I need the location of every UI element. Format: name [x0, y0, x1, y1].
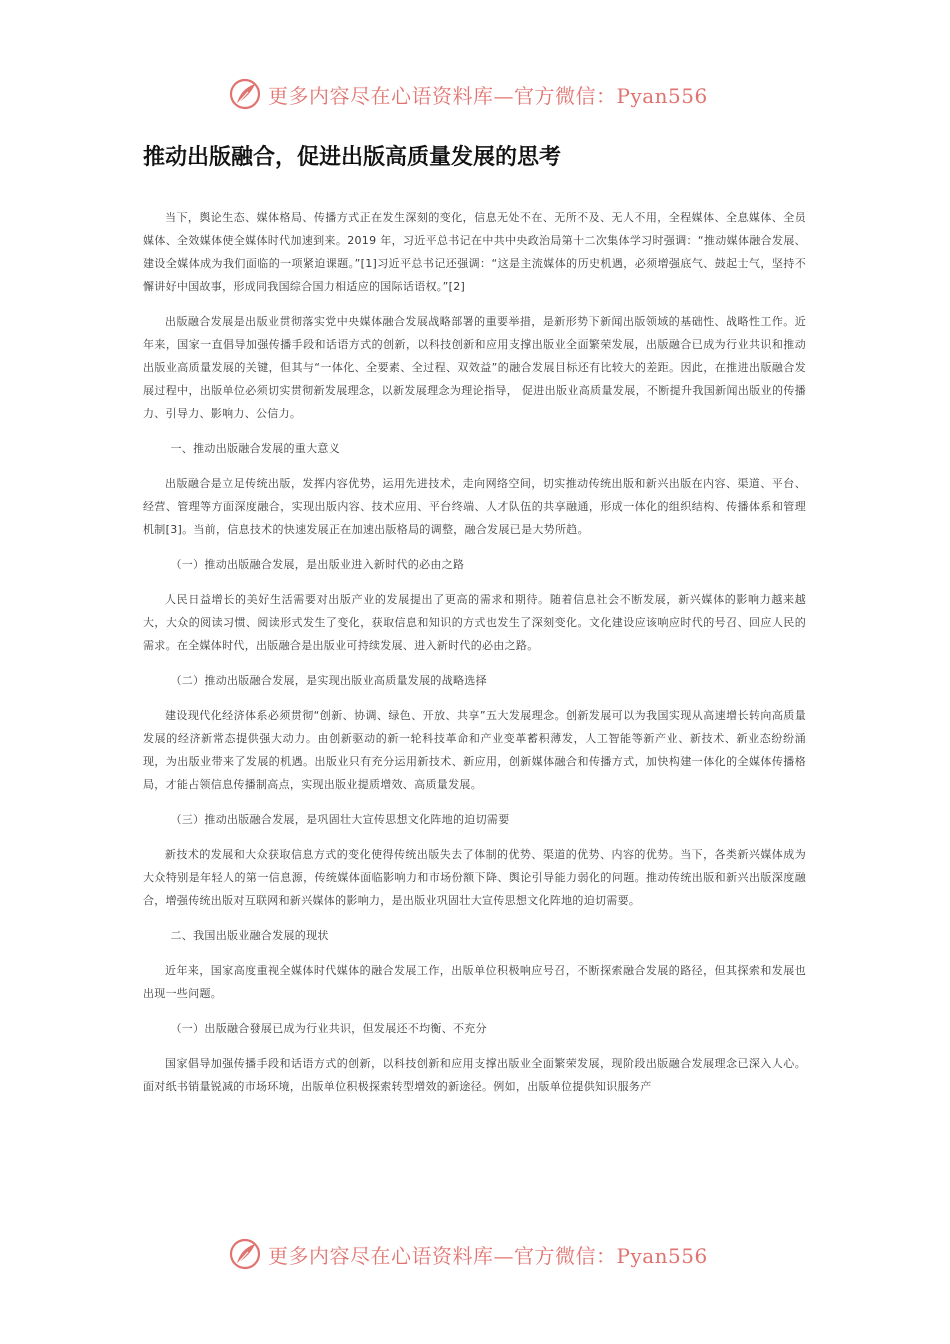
feather-logo-icon: [228, 1237, 262, 1271]
section-heading: 二、我国出版业融合发展的现状: [170, 929, 329, 942]
section-heading: （一）推动出版融合发展，是出版业进入新时代的必由之路: [170, 558, 465, 571]
paragraph: 出版融合是立足传统出版，发挥内容优势，运用先进技术，走向网络空间，切实推动传统出版和新兴出版在内容、渠道、平台、经营、管理等方面深度融合，实现出版内容、技术应用、平台终端、人才队伍的共享融通，形成一体化的组织结构、传播体系和管理机制[3]。当前，信息技术的快速发展正在加速出版格局的调整，融合发展已是大势所趋。: [143, 477, 806, 536]
paragraph: 当下，舆论生态、媒体格局、传播方式正在发生深刻的变化，信息无处不在、无所不及、无人不用，全程媒体、全息媒体、全员媒体、全效媒体使全媒体时代加速到来。2019 年，习近平总书记在中共中央政治局第十二次集体学习时强调：“推动媒体融合发展、建设全媒体成为我们面临的一项紧迫课题。”[1]习近平总书记还强调：“这是主流媒体的历史机遇，必须增强底气、鼓起士气，坚持不懈讲好中国故事，形成同我国综合国力相适应的国际话语权。”[2]: [143, 211, 806, 293]
section-heading: （二）推动出版融合发展，是实现出版业高质量发展的战略选择: [170, 674, 487, 687]
paragraph: 国家倡导加强传播手段和话语方式的创新，以科技创新和应用支撑出版业全面繁荣发展，现阶段出版融合发展理念已深入人心。面对纸书销量锐减的市场环境，出版单位积极探索转型增效的新途径。例如，出版单位提供知识服务产: [143, 1057, 806, 1093]
header-banner: [228, 76, 728, 112]
section-heading: （三）推动出版融合发展，是巩固壮大宣传思想文化阵地的迫切需要: [170, 813, 510, 826]
article-body: [143, 206, 806, 1110]
article-title: 推动出版融合，促进出版高质量发展的思考: [143, 145, 562, 170]
section-heading: 一、推动出版融合发展的重大意义: [170, 442, 340, 455]
paragraph: 出版融合发展是出版业贯彻落实党中央媒体融合发展战略部署的重要举措，是新形势下新闻出版领域的基础性、战略性工作。近年来，国家一直倡导加强传播手段和话语方式的创新，以科技创新和应用支撑出版业全面繁荣发展，出版融合已成为行业共识和推动出版业高质量发展的关键，但其与“一体化、全要素、全过程、双效益”的融合发展目标还有比较大的差距。因此，在推进出版融合发展过程中，出版单位必须切实贯彻新发展理念，以新发展理念为理论指导， 促进出版业高质量发展，不断提升我国新闻出版业的传播力、引导力、影响力、公信力。: [143, 315, 806, 420]
banner-text: 更多内容尽在心语资料库—官方微信：Pyan556: [268, 83, 708, 108]
feather-logo-icon: [228, 77, 262, 111]
paragraph: 人民日益增长的美好生活需要对出版产业的发展提出了更高的需求和期待。随着信息社会不断发展，新兴媒体的影响力越来越大，大众的阅读习惯、阅读形式发生了变化，获取信息和知识的方式也发生了深刻变化。文化建设应该响应时代的号召、回应人民的需求。在全媒体时代，出版融合是出版业可持续发展、进入新时代的必由之路。: [143, 593, 806, 652]
paragraph: 近年来，国家高度重视全媒体时代媒体的融合发展工作，出版单位积极响应号召，不断探索融合发展的路径，但其探索和发展也出现一些问题。: [143, 964, 806, 1000]
banner-text: 更多内容尽在心语资料库—官方微信：Pyan556: [268, 1243, 708, 1268]
footer-banner: [228, 1236, 728, 1272]
paragraph: 新技术的发展和大众获取信息方式的变化使得传统出版失去了体制的优势、渠道的优势、内容的优势。当下，各类新兴媒体成为大众特别是年轻人的第一信息源，传统媒体面临影响力和市场份额下降、舆论引导能力弱化的问题。推动传统出版和新兴出版深度融合，增强传统出版对互联网和新兴媒体的影响力，是出版业巩固壮大宣传思想文化阵地的迫切需要。: [143, 848, 806, 907]
section-heading: （一）出版融合發展已成为行业共识，但发展还不均衡、不充分: [170, 1022, 487, 1035]
paragraph: 建设现代化经济体系必须贯彻“创新、协调、绿色、开放、共享”五大发展理念。创新发展可以为我国实现从高速增长转向高质量发展的经济新常态提供强大动力。由创新驱动的新一轮科技革命和产业变革蓄积薄发，人工智能等新产业、新技术、新业态纷纷涌现，为出版业带来了发展的机遇。出版业只有充分运用新技术、新应用，创新媒体融合和传播方式，加快构建一体化的全媒体传播格局，才能占领信息传播制高点，实现出版业提质增效、高质量发展。: [143, 709, 806, 791]
